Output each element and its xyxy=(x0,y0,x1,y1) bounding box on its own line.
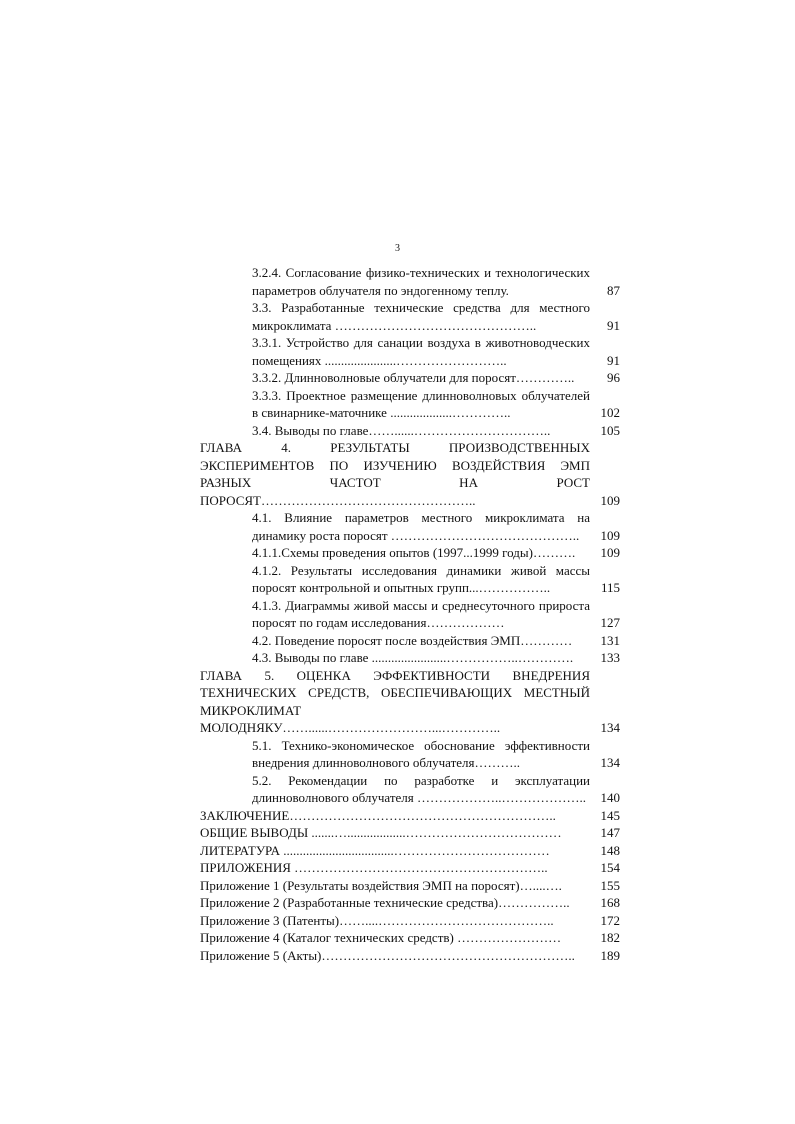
toc-entry-page: 172 xyxy=(600,912,620,928)
toc-entry-page: 133 xyxy=(600,650,620,665)
toc-section-entry xyxy=(200,842,620,860)
toc-entry-page: 145 xyxy=(600,807,620,823)
toc-section-entry xyxy=(200,824,620,842)
toc-entry-title: Приложение 3 (Патенты)……....………………………………….. xyxy=(200,912,554,928)
toc-chapter-entry xyxy=(200,439,620,509)
toc-entry xyxy=(252,562,620,597)
toc-entry-title: 3.3.2. Длинноволновые облучатели для поросят………….. xyxy=(252,370,575,385)
toc-entry-title: Приложение 2 (Разработанные технические средства)…………….. xyxy=(200,895,570,910)
toc-entry-page: 96 xyxy=(607,370,620,385)
toc-entry-page: 134 xyxy=(600,720,620,735)
toc-appendix-entry xyxy=(200,894,620,912)
toc-entry-page: 115 xyxy=(600,580,620,595)
toc-entry-page: 87 xyxy=(607,282,620,298)
toc-entry xyxy=(252,772,620,807)
toc-entry-title: 4.1.2. Результаты исследования динамики живой массы поросят контрольной и опытных групп...…………….. xyxy=(252,562,590,595)
toc-entry-title: 5.2. Рекомендации по разработке и эксплуатации длинноволнового облучателя ………………..……………….. xyxy=(252,772,590,805)
page-number: 3 xyxy=(395,243,400,254)
toc-entry-page: 189 xyxy=(600,947,620,963)
toc-entry-title: 4.1.3. Диаграммы живой массы и среднесуточного прироста поросят по годам исследования……………… xyxy=(252,597,590,630)
toc-entry-page: 127 xyxy=(600,615,620,630)
toc-entry-page: 182 xyxy=(600,930,620,945)
toc-entry-title: 3.3. Разработанные технические средства для местного микроклимата ……………………………………….. xyxy=(252,300,590,333)
toc-entry-title: ЗАКЛЮЧЕНИЕ…………………………………………………….. xyxy=(200,807,556,823)
toc-entry-page: 147 xyxy=(600,825,620,840)
toc-appendix-entry xyxy=(200,912,620,930)
toc-entry-title: 4.2. Поведение поросят после воздействия ЭМП………… xyxy=(252,632,573,648)
toc-entry-title: ОБЩИЕ ВЫВОДЫ .......…..................……………………………… xyxy=(200,825,562,840)
toc-entry-title: 3.3.3. Проектное размещение длинноволновых облучателей в свинарнике-маточнике ...................………….. xyxy=(252,387,590,420)
toc-entry-page: 168 xyxy=(600,895,620,910)
toc-entry-title: ПРИЛОЖЕНИЯ ………………………………………………….. xyxy=(200,860,548,875)
toc-entry-page: 134 xyxy=(600,755,620,770)
toc-appendix-entry xyxy=(200,877,620,895)
toc-entry xyxy=(252,369,620,387)
toc-entry-title: Приложение 4 (Каталог технических средств) …………………… xyxy=(200,930,562,945)
toc-entry-page: 91 xyxy=(607,352,620,368)
toc-entry-page: 155 xyxy=(600,877,620,893)
toc-entry-title: Приложение 1 (Результаты воздействия ЭМП на поросят)…....…. xyxy=(200,877,562,893)
toc-entry xyxy=(252,737,620,772)
toc-entry-title: 3.4. Выводы по главе……......………………………….. xyxy=(252,422,551,438)
toc-entry xyxy=(252,509,620,544)
toc-entry-page: 105 xyxy=(600,422,620,438)
toc-appendix-entry xyxy=(200,947,620,965)
toc-entry-page: 131 xyxy=(600,632,620,648)
toc-entry xyxy=(252,422,620,440)
toc-entry-title: 4.1. Влияние параметров местного микроклимата на динамику роста поросят …………………………………….. xyxy=(252,510,590,543)
toc-entry-title: ЛИТЕРАТУРА ..................................……………………………… xyxy=(200,842,550,858)
toc-entry-page: 154 xyxy=(600,860,620,875)
toc-entry-page: 109 xyxy=(600,492,620,508)
toc-entry-title: ГЛАВА 5. ОЦЕНКА ЭФФЕКТИВНОСТИ ВНЕДРЕНИЯ ТЕХНИЧЕСКИХ СРЕДСТВ, ОБЕСПЕЧИВАЮЩИХ МЕСТНЫЙ МИКРОКЛИМАТ МОЛОДНЯКУ……......……………………...………….. xyxy=(200,667,590,735)
toc-entry-title: Приложение 5 (Акты)………………………………………………….. xyxy=(200,947,575,963)
table-of-contents xyxy=(200,264,620,964)
toc-entry-title: 5.1. Технико-экономическое обоснование эффективности внедрения длинноволнового облучателя……….. xyxy=(252,737,590,770)
toc-entry-page: 109 xyxy=(600,545,620,560)
toc-entry xyxy=(252,632,620,650)
toc-entry xyxy=(252,334,620,369)
toc-entry-title: 4.1.1.Схемы проведения опытов (1997...1999 годы)………. xyxy=(252,545,576,560)
toc-entry xyxy=(252,264,620,299)
toc-entry-page: 140 xyxy=(600,790,620,805)
toc-entry-title: 4.3. Выводы по главе .......................……………..…………. xyxy=(252,650,574,665)
toc-entry xyxy=(252,597,620,632)
toc-chapter-entry xyxy=(200,667,620,737)
toc-entry-title: ГЛАВА 4. РЕЗУЛЬТАТЫ ПРОИЗВОДСТВЕННЫХ ЭКСПЕРИМЕНТОВ ПО ИЗУЧЕНИЮ ВОЗДЕЙСТВИЯ ЭМП РАЗНЫХ ЧАСТОТ НА РОСТ ПОРОСЯТ………………………………………….. xyxy=(200,440,590,508)
toc-entry-title: 3.2.4. Согласование физико-технических и технологических параметров облучателя по эндогенному теплу. xyxy=(252,265,590,298)
toc-entry-title: 3.3.1. Устройство для санации воздуха в животноводческих помещениях ......................…………………….. xyxy=(252,335,590,368)
toc-appendix-entry xyxy=(200,929,620,947)
toc-entry-page: 109 xyxy=(600,527,620,543)
toc-entry-page: 102 xyxy=(600,405,620,420)
toc-entry-page: 148 xyxy=(600,842,620,858)
toc-section-entry xyxy=(200,807,620,825)
toc-entry xyxy=(252,387,620,422)
toc-entry-page: 91 xyxy=(607,317,620,333)
toc-entry xyxy=(252,649,620,667)
toc-entry xyxy=(252,299,620,334)
toc-section-entry xyxy=(200,859,620,877)
toc-entry xyxy=(252,544,620,562)
